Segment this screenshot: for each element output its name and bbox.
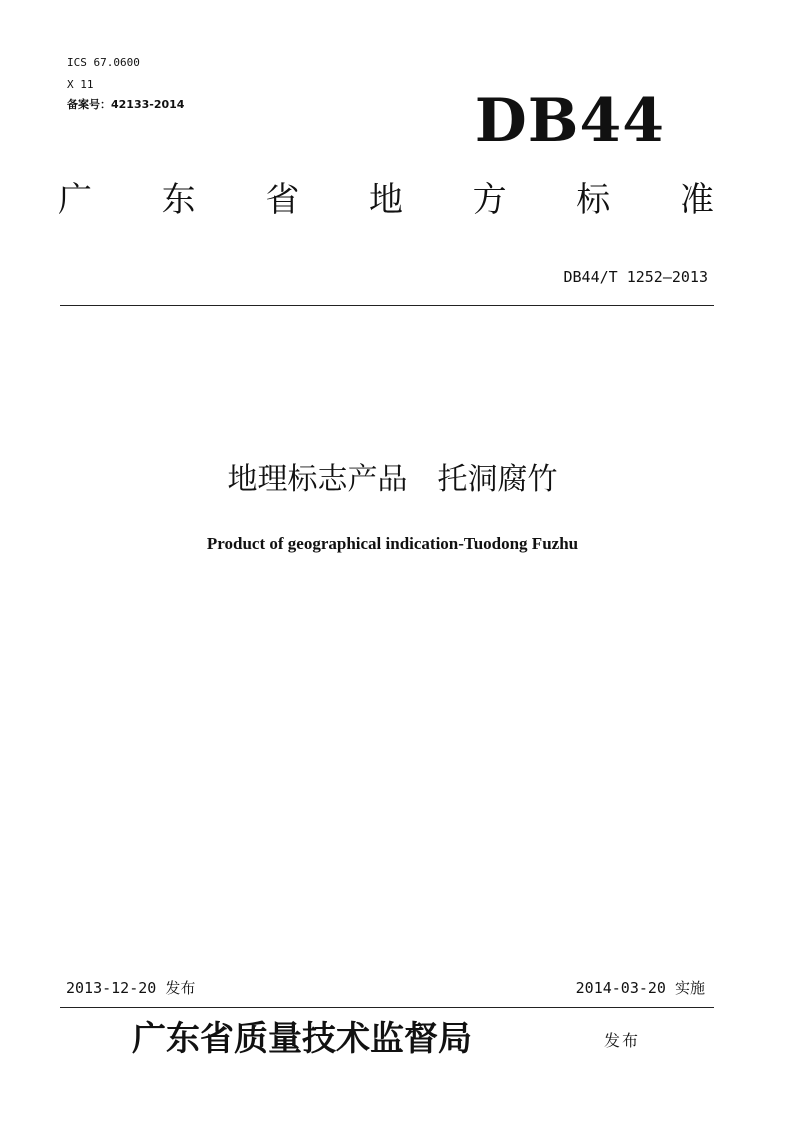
standard-type-char: 地 bbox=[368, 180, 403, 220]
issuer-name: 广东省质量技术监督局 bbox=[132, 1019, 472, 1059]
standard-type-char: 东 bbox=[161, 180, 196, 220]
standard-type-char: 准 bbox=[679, 180, 714, 220]
standard-type-char: 省 bbox=[265, 180, 300, 220]
title-english: Product of geographical indication-Tuodong Fuzhu bbox=[206, 534, 579, 553]
bottom-divider bbox=[60, 1007, 714, 1008]
classification-code: X 11 bbox=[67, 78, 94, 91]
record-number: 备案号：42133-2014 bbox=[67, 98, 185, 111]
standard-type-char: 方 bbox=[472, 180, 507, 220]
issue-date: 2013-12-20 发布 bbox=[66, 979, 196, 997]
ics-code: ICS 67.0600 bbox=[67, 56, 140, 69]
db44-logo: DB44 bbox=[474, 86, 665, 156]
title-chinese: 地理标志产品 托洞腐竹 bbox=[227, 462, 558, 497]
implementation-date: 2014-03-20 实施 bbox=[575, 979, 705, 997]
standard-type-char: 标 bbox=[576, 180, 611, 220]
top-divider bbox=[60, 305, 714, 306]
standard-type-heading bbox=[58, 178, 714, 222]
issuer-suffix: 发布 bbox=[604, 1031, 641, 1050]
standard-type-char: 广 bbox=[58, 180, 92, 220]
standard-number: DB44/T 1252—2013 bbox=[563, 268, 708, 286]
